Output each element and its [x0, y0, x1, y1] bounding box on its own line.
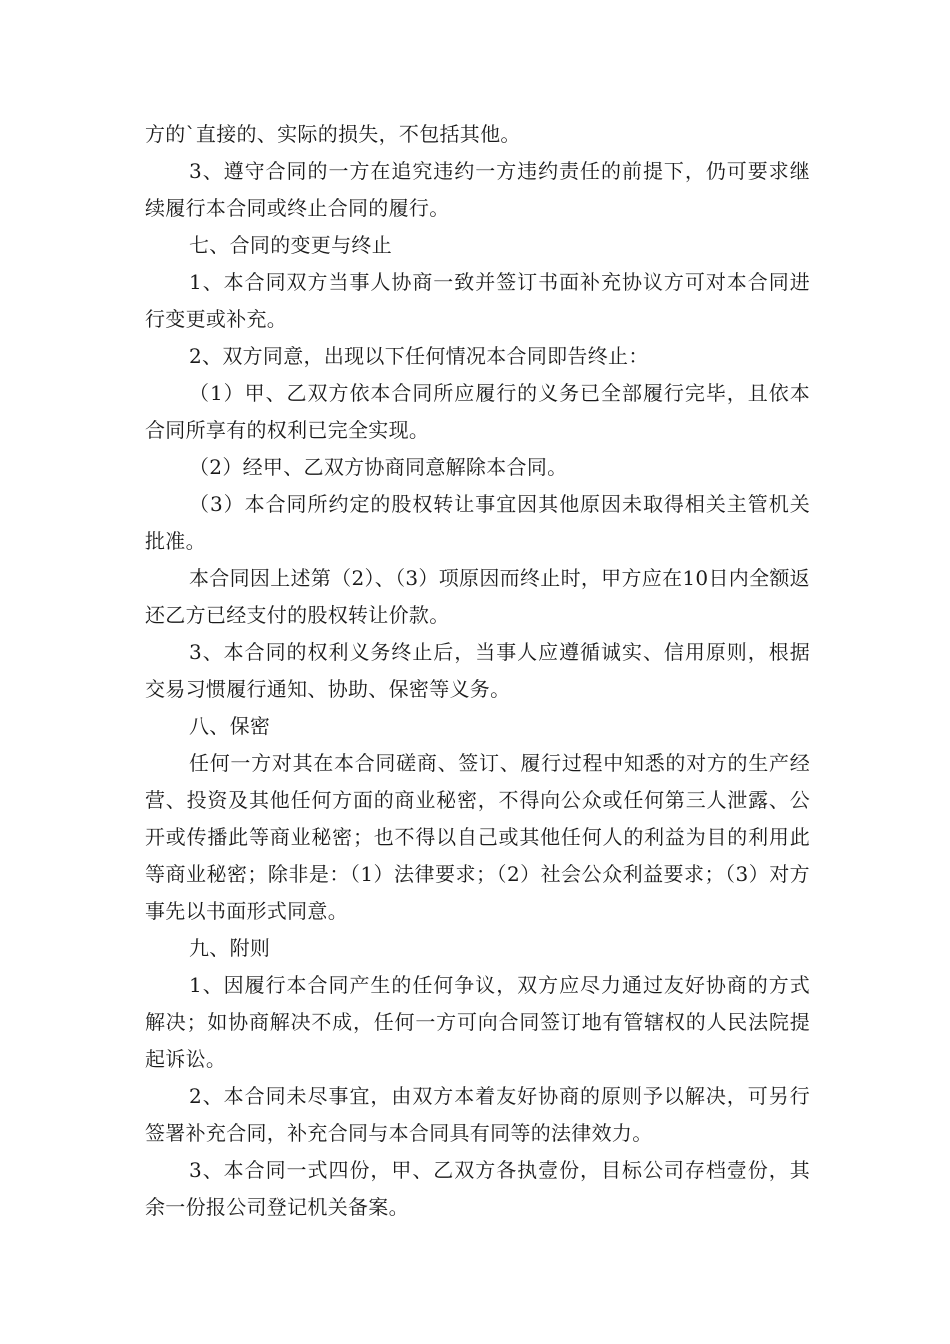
paragraph-clause-9-1: 1、因履行本合同产生的任何争议，双方应尽力通过友好协商的方式解决；如协商解决不成，任何一方可向合同签订地有管辖权的人民法院提起诉讼。	[145, 973, 810, 1071]
paragraph-confidentiality: 任何一方对其在本合同磋商、签订、履行过程中知悉的对方的生产经营、投资及其他任何方面的商业秘密，不得向公众或任何第三人泄露、公开或传播此等商业秘密；也不得以自己或其他任何人的利益为目的利用此等商业秘密；除非是：（1）法律要求；（2）社会公众利益要求；（3）对方事先以书面形式同意。	[145, 751, 810, 923]
paragraph-clause-6-3: 3、遵守合同的一方在追究违约一方违约责任的前提下，仍可要求继续履行本合同或终止合同的履行。	[145, 159, 810, 220]
paragraph-clause-7-2: 2、双方同意，出现以下任何情况本合同即告终止：	[189, 344, 649, 368]
paragraph-clause-7-2-1: （1）甲、乙双方依本合同所应履行的义务已全部履行完毕，且依本合同所享有的权利已完全实现。	[145, 381, 810, 442]
paragraph-damages-continued: 方的`直接的、实际的损失，不包括其他。	[145, 122, 521, 146]
paragraph-clause-7-2-3: （3）本合同所约定的股权转让事宜因其他原因未取得相关主管机关批准。	[145, 492, 810, 553]
paragraph-clause-7-2-2: （2）经甲、乙双方协商同意解除本合同。	[189, 455, 568, 479]
paragraph-termination-refund: 本合同因上述第（2）、（3）项原因而终止时，甲方应在10日内全额返还乙方已经支付的股权转让价款。	[145, 566, 810, 627]
paragraph-clause-9-2: 2、本合同未尽事宜，由双方本着友好协商的原则予以解决，可另行签署补充合同，补充合同与本合同具有同等的法律效力。	[145, 1084, 810, 1145]
document-body	[145, 116, 810, 1226]
section-heading-9: 九、附则	[189, 936, 271, 960]
paragraph-clause-7-3: 3、本合同的权利义务终止后，当事人应遵循诚实、信用原则，根据交易习惯履行通知、协助、保密等义务。	[145, 640, 810, 701]
paragraph-clause-7-1: 1、本合同双方当事人协商一致并签订书面补充协议方可对本合同进行变更或补充。	[145, 270, 810, 331]
section-heading-8: 八、保密	[189, 714, 271, 738]
section-heading-7: 七、合同的变更与终止	[189, 233, 392, 257]
paragraph-clause-9-3: 3、本合同一式四份，甲、乙双方各执壹份，目标公司存档壹份，其余一份报公司登记机关备案。	[145, 1158, 810, 1219]
